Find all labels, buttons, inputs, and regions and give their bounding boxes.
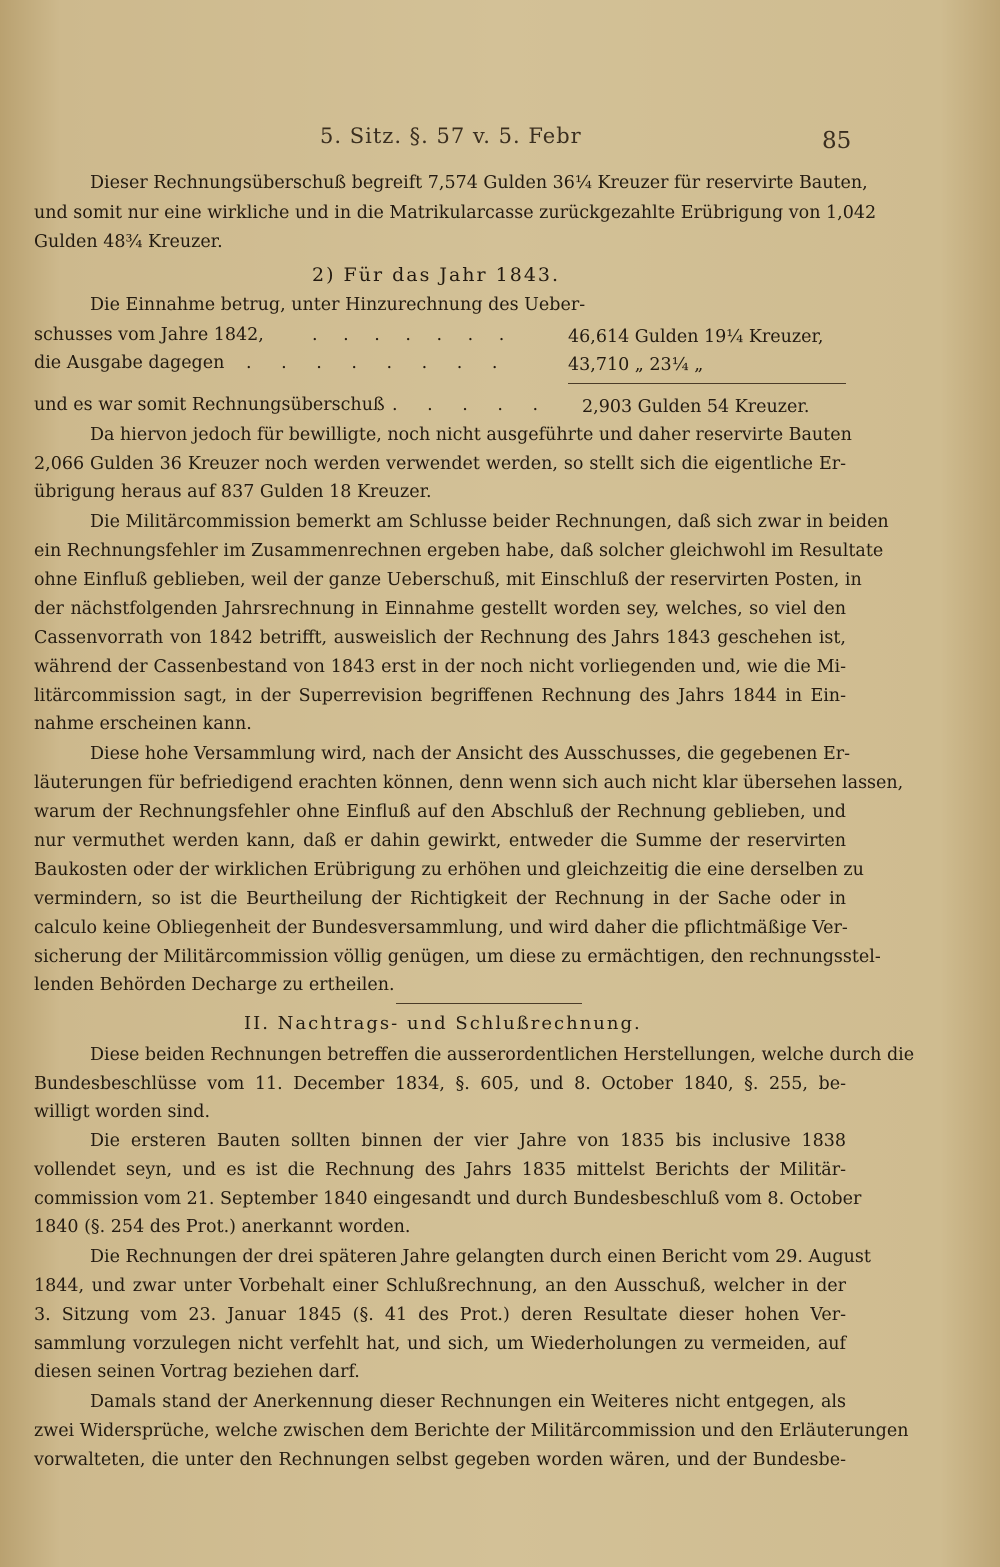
income-label: schusses vom Jahre 1842, xyxy=(34,325,264,345)
expense-amount: 43,710 „ 23¼ „ xyxy=(568,355,704,375)
para-line: Die Rechnungen der drei späteren Jahre gelangten durch einen Bericht vom 29. August xyxy=(90,1247,871,1267)
para-line: diesen seinen Vortrag beziehen darf. xyxy=(34,1362,360,1382)
para-line: ohne Einfluß geblieben, weil der ganze Ueberschuß, mit Einschluß der reservirten Posten, in xyxy=(34,570,862,590)
para-line: Die ersteren Bauten sollten binnen der vier Jahre von 1835 bis inclusive 1838 xyxy=(90,1131,846,1151)
para-line: der nächstfolgenden Jahrsrechnung in Einnahme gestellt worden sey, welches, so viel den xyxy=(34,599,846,619)
para-line: sicherung der Militärcommission völlig genügen, um diese zu ermächtigen, den rechnungsstel- xyxy=(34,947,881,967)
surplus-amount: 2,903 Gulden 54 Kreuzer. xyxy=(582,397,810,417)
page-header xyxy=(0,120,1000,160)
para1-line: Gulden 48¾ Kreuzer. xyxy=(34,232,223,252)
para-line: 3. Sitzung vom 23. Januar 1845 (§. 41 des Prot.) deren Resultate dieser hohen Ver- xyxy=(34,1305,846,1325)
surplus-label: und es war somit Rechnungsüberschuß xyxy=(34,395,385,415)
para1-line: und somit nur eine wirkliche und in die Matrikularcasse zurückgezahlte Erübrigung von 1,042 xyxy=(34,203,877,223)
para-line: ein Rechnungsfehler im Zusammenrechnen ergeben habe, daß solcher gleichwohl im Resultate xyxy=(34,541,884,561)
leader-dots: . . . . . . . xyxy=(312,325,515,345)
para-line: Diese hohe Versammlung wird, nach der Ansicht des Ausschusses, die gegebenen Er- xyxy=(90,744,851,764)
section-heading-ii: II. Nachtrags- und Schlußrechnung. xyxy=(244,1013,642,1034)
para-line: calculo keine Obliegenheit der Bundesversammlung, und wird daher die pflichtmäßige Ver- xyxy=(34,918,848,938)
para-line: vorwalteten, die unter den Rechnungen selbst gegeben worden wären, und der Bundesbe- xyxy=(34,1450,846,1470)
para-line: vollendet seyn, und es ist die Rechnung des Jahrs 1835 mittelst Berichts der Militär- xyxy=(34,1160,846,1180)
para-line: Bundesbeschlüsse vom 11. December 1834, §. 605, und 8. October 1840, §. 255, be- xyxy=(34,1074,846,1094)
page-number: 85 xyxy=(822,128,852,154)
para-line: litärcommission sagt, in der Superrevision begriffenen Rechnung des Jahrs 1844 in Ein- xyxy=(34,686,846,706)
para-line: Baukosten oder der wirklichen Erübrigung zu erhöhen und gleichzeitig die eine derselben zu xyxy=(34,860,864,880)
para-line: commission vom 21. September 1840 eingesandt und durch Bundesbeschluß vom 8. October xyxy=(34,1189,862,1209)
para-line: während der Cassenbestand von 1843 erst in der noch nicht vorliegenden und, wie die Mi- xyxy=(34,657,846,677)
para-line: Cassenvorrath von 1842 betrifft, ausweislich der Rechnung des Jahrs 1843 geschehen ist, xyxy=(34,628,846,648)
para1-line: Dieser Rechnungsüberschuß begreift 7,574 Gulden 36¼ Kreuzer für reservirte Bauten, xyxy=(90,173,868,193)
para-line: warum der Rechnungsfehler ohne Einfluß auf den Abschluß der Rechnung geblieben, und xyxy=(34,802,846,822)
para-line: übrigung heraus auf 837 Gulden 18 Kreuzer. xyxy=(34,482,432,502)
para-line: nahme erscheinen kann. xyxy=(34,714,252,734)
sum-rule xyxy=(568,383,846,384)
section-divider xyxy=(396,1003,582,1004)
section-heading-1843: 2) Für das Jahr 1843. xyxy=(312,264,561,286)
para-line: vermindern, so ist die Beurtheilung der Richtigkeit der Rechnung in der Sache oder in xyxy=(34,889,846,909)
para-line: Da hiervon jedoch für bewilligte, noch nicht ausgeführte und daher reservirte Bauten xyxy=(90,425,852,445)
leader-dots: . . . . . xyxy=(392,395,551,415)
running-head: 5. Sitz. §. 57 v. 5. Febr xyxy=(320,124,582,148)
para-line: 2,066 Gulden 36 Kreuzer noch werden verwendet werden, so stellt sich die eigentliche Er- xyxy=(34,454,846,474)
para-line: willigt worden sind. xyxy=(34,1102,211,1122)
income-amount: 46,614 Gulden 19¼ Kreuzer, xyxy=(568,327,824,347)
para-line: lenden Behörden Decharge zu ertheilen. xyxy=(34,975,395,995)
para-line: 1844, und zwar unter Vorbehalt einer Schlußrechnung, an den Ausschuß, welcher in der xyxy=(34,1276,846,1296)
para-line: läuterungen für befriedigend erachten können, denn wenn sich auch nicht klar übersehen lassen, xyxy=(34,773,904,793)
income-line: Die Einnahme betrug, unter Hinzurechnung des Ueber- xyxy=(90,295,586,315)
para-line: Diese beiden Rechnungen betreffen die ausserordentlichen Herstellungen, welche durch die xyxy=(90,1045,915,1065)
para-line: 1840 (§. 254 des Prot.) anerkannt worden. xyxy=(34,1217,411,1237)
para-line: Die Militärcommission bemerkt am Schlusse beider Rechnungen, daß sich zwar in beiden xyxy=(90,512,889,532)
para-line: sammlung vorzulegen nicht verfehlt hat, und sich, um Wiederholungen zu vermeiden, auf xyxy=(34,1334,846,1354)
para-line: zwei Widersprüche, welche zwischen dem Berichte der Militärcommission und den Erläuterungen xyxy=(34,1421,909,1441)
para-line: nur vermuthet werden kann, daß er dahin gewirkt, entweder die Summe der reservirten xyxy=(34,831,846,851)
expense-label: die Ausgabe dagegen xyxy=(34,353,225,373)
leader-dots: . . . . . . . . xyxy=(246,353,510,373)
para-line: Damals stand der Anerkennung dieser Rechnungen ein Weiteres nicht entgegen, als xyxy=(90,1392,846,1412)
